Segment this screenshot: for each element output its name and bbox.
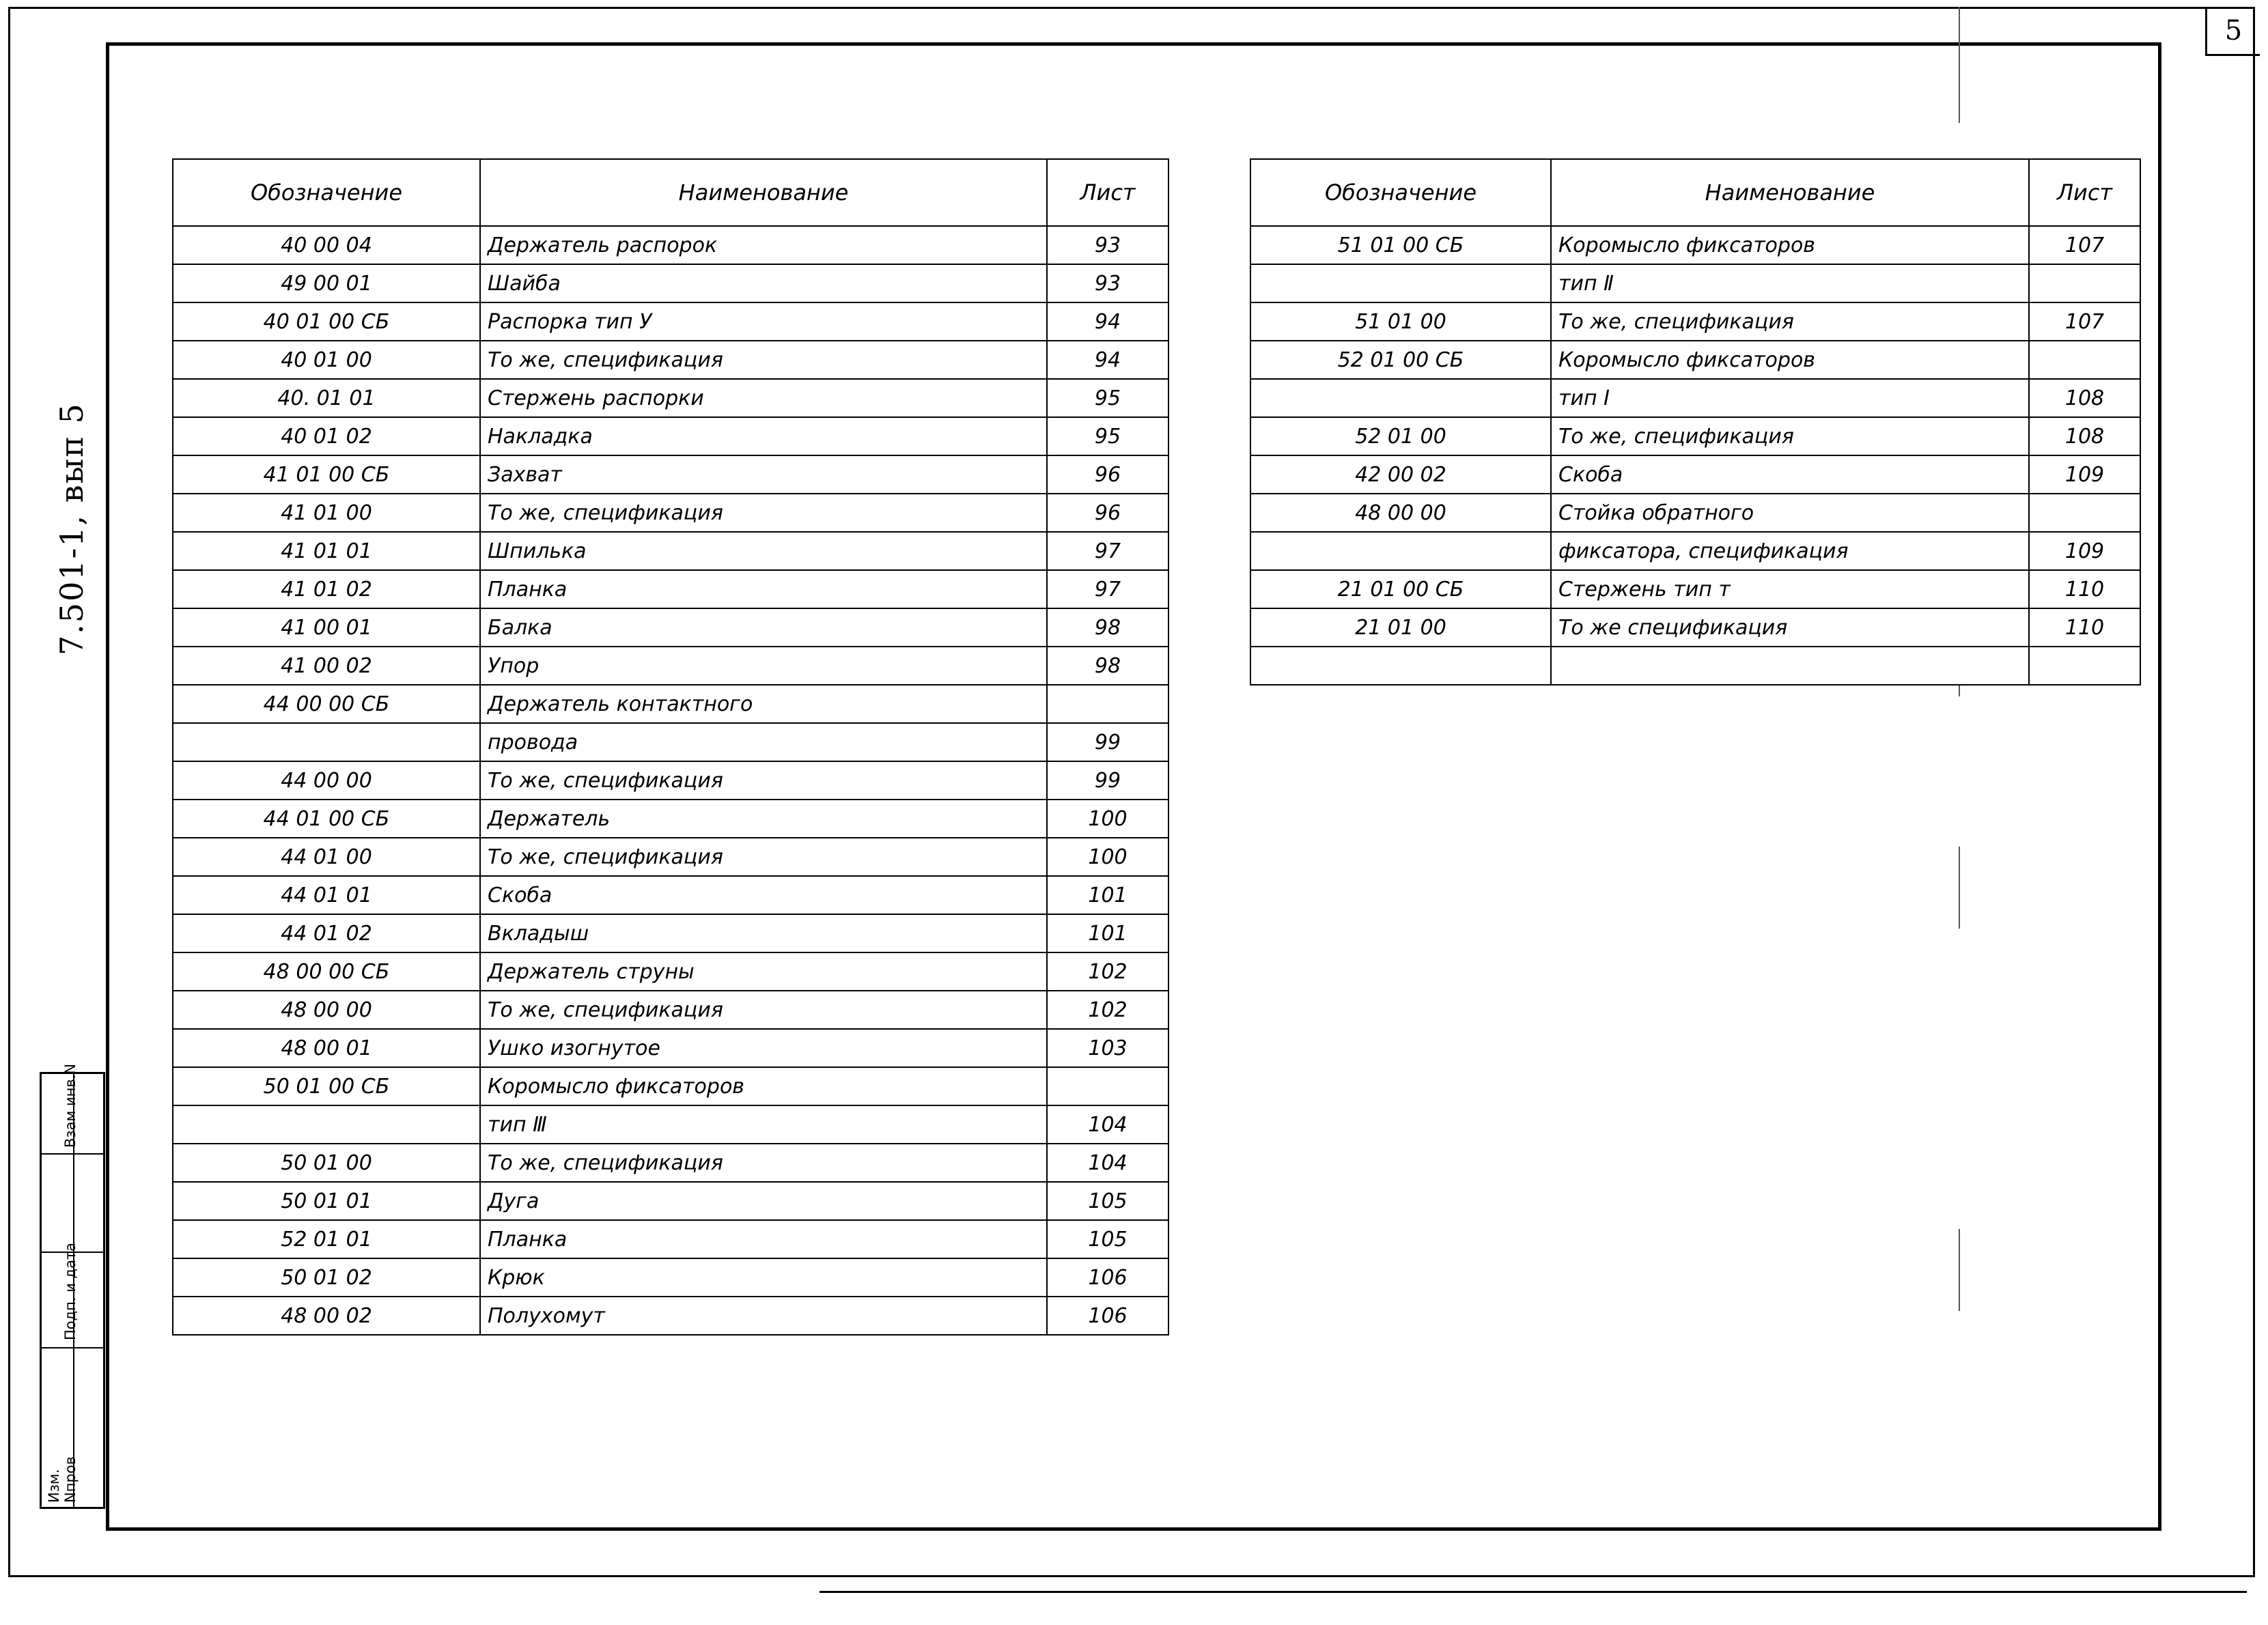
- cell-sheet: 94: [1047, 302, 1168, 341]
- cell-sheet: 97: [1047, 532, 1168, 570]
- table-row: [173, 1220, 1168, 1258]
- cell-name: Дуга: [480, 1182, 1047, 1220]
- cell-designation: 41 01 02: [173, 570, 480, 608]
- cell-sheet: [1047, 1067, 1168, 1105]
- cell-sheet: 97: [1047, 570, 1168, 608]
- cell-name: Коромысло фиксаторов: [480, 1067, 1047, 1105]
- cell-sheet: 109: [2029, 532, 2140, 570]
- cell-designation: 48 00 00: [173, 991, 480, 1029]
- cell-sheet: 109: [2029, 455, 2140, 494]
- cell-sheet: 95: [1047, 379, 1168, 417]
- table-row: [173, 838, 1168, 876]
- cell-designation: 40 01 00: [173, 341, 480, 379]
- table-row: [1250, 417, 2140, 455]
- cell-name: Захват: [480, 455, 1047, 494]
- table-row: [173, 570, 1168, 608]
- stamp-divider-3: [42, 1347, 103, 1348]
- cell-designation: 48 00 00: [1250, 494, 1551, 532]
- cell-designation: 44 00 00: [173, 761, 480, 800]
- cell-name: Ушко изогнутое: [480, 1029, 1047, 1067]
- cell-designation: [1250, 532, 1551, 570]
- table-header-row: [1250, 159, 2140, 226]
- cell-name: Скоба: [480, 876, 1047, 914]
- table-row: [173, 723, 1168, 761]
- table-row: [173, 608, 1168, 647]
- cell-designation: 41 01 00: [173, 494, 480, 532]
- fold-tick-bottom: [1959, 1229, 1960, 1311]
- cell-name: Коромысло фиксаторов: [1551, 341, 2029, 379]
- stamp-label-izm: Изм.: [46, 1469, 62, 1503]
- cell-sheet: 103: [1047, 1029, 1168, 1067]
- table-row: [173, 800, 1168, 838]
- table-row: [173, 455, 1168, 494]
- cell-designation: [1250, 647, 1551, 685]
- cell-sheet: 110: [2029, 608, 2140, 647]
- cell-name: Планка: [480, 570, 1047, 608]
- cell-designation: 50 01 02: [173, 1258, 480, 1297]
- table-row: [173, 264, 1168, 302]
- table-row: [173, 494, 1168, 532]
- table-row: [173, 952, 1168, 991]
- table-row: [1250, 264, 2140, 302]
- cell-name: То же, спецификация: [480, 494, 1047, 532]
- table-row: [173, 379, 1168, 417]
- cell-designation: 50 01 01: [173, 1182, 480, 1220]
- cell-designation: 41 00 01: [173, 608, 480, 647]
- cell-name: Держатель распорок: [480, 226, 1047, 264]
- header-sheet: Лист: [1047, 159, 1168, 226]
- cell-sheet: 104: [1047, 1105, 1168, 1144]
- cell-name: То же, спецификация: [480, 761, 1047, 800]
- cell-sheet: 100: [1047, 838, 1168, 876]
- header-designation: Обозначение: [1250, 159, 1551, 226]
- cell-designation: 40 01 00 СБ: [173, 302, 480, 341]
- bottom-rule: [820, 1591, 2247, 1593]
- table-row: [173, 1029, 1168, 1067]
- cell-sheet: [1047, 685, 1168, 723]
- cell-name: фиксатора, спецификация: [1551, 532, 2029, 570]
- table-row: [173, 914, 1168, 952]
- cell-sheet: 95: [1047, 417, 1168, 455]
- cell-name: То же спецификация: [1551, 608, 2029, 647]
- cell-name: Балка: [480, 608, 1047, 647]
- title-block-stamp-column: [40, 1063, 105, 1509]
- cell-name: Упор: [480, 647, 1047, 685]
- cell-name: То же, спецификация: [480, 1144, 1047, 1182]
- cell-designation: 50 01 00: [173, 1144, 480, 1182]
- cell-name: тип Ⅲ: [480, 1105, 1047, 1144]
- cell-sheet: 93: [1047, 226, 1168, 264]
- table-row: [173, 1182, 1168, 1220]
- cell-name: То же, спецификация: [1551, 302, 2029, 341]
- table-row: [1250, 494, 2140, 532]
- cell-sheet: 102: [1047, 952, 1168, 991]
- table-row: [173, 1105, 1168, 1144]
- cell-name: провода: [480, 723, 1047, 761]
- cell-sheet: 105: [1047, 1220, 1168, 1258]
- header-sheet: Лист: [2029, 159, 2140, 226]
- cell-designation: 41 01 01: [173, 532, 480, 570]
- cell-sheet: 100: [1047, 800, 1168, 838]
- cell-name: Шпилька: [480, 532, 1047, 570]
- cell-sheet: 99: [1047, 761, 1168, 800]
- page-number-box: [2205, 7, 2260, 56]
- cell-designation: [1250, 379, 1551, 417]
- cell-designation: [173, 1105, 480, 1144]
- album-code-label: 7.501-1, вып 5: [53, 402, 90, 655]
- cell-designation: 41 01 00 СБ: [173, 455, 480, 494]
- cell-designation: 41 00 02: [173, 647, 480, 685]
- cell-designation: 52 01 01: [173, 1220, 480, 1258]
- stamp-divider-1: [42, 1153, 103, 1155]
- cell-name: Планка: [480, 1220, 1047, 1258]
- cell-designation: 52 01 00: [1250, 417, 1551, 455]
- cell-name: Держатель контактного: [480, 685, 1047, 723]
- cell-name: Стержень распорки: [480, 379, 1047, 417]
- cell-name: Вкладыш: [480, 914, 1047, 952]
- cell-name: Накладка: [480, 417, 1047, 455]
- cell-sheet: 104: [1047, 1144, 1168, 1182]
- cell-sheet: 107: [2029, 302, 2140, 341]
- header-designation: Обозначение: [173, 159, 480, 226]
- cell-name: тип Ⅰ: [1551, 379, 2029, 417]
- cell-designation: 40 00 04: [173, 226, 480, 264]
- page-number: 5: [2224, 14, 2243, 46]
- cell-designation: 48 00 02: [173, 1297, 480, 1335]
- table-row: [173, 761, 1168, 800]
- cell-designation: 44 01 01: [173, 876, 480, 914]
- cell-name: Полухомут: [480, 1297, 1047, 1335]
- stamp-label-nprov: Nпров: [62, 1456, 79, 1503]
- cell-name: Шайба: [480, 264, 1047, 302]
- cell-name: Распорка тип У: [480, 302, 1047, 341]
- table-row: [173, 991, 1168, 1029]
- cell-designation: 51 01 00: [1250, 302, 1551, 341]
- cell-sheet: 105: [1047, 1182, 1168, 1220]
- table-row: [1250, 302, 2140, 341]
- cell-designation: 48 00 00 СБ: [173, 952, 480, 991]
- table-row: [173, 341, 1168, 379]
- cell-sheet: 98: [1047, 647, 1168, 685]
- table-row: [173, 1258, 1168, 1297]
- table-row: [173, 876, 1168, 914]
- cell-sheet: 106: [1047, 1258, 1168, 1297]
- table-row: [173, 302, 1168, 341]
- table-row: [1250, 379, 2140, 417]
- cell-sheet: 94: [1047, 341, 1168, 379]
- parts-index-table-left: [172, 158, 1169, 1336]
- cell-sheet: 93: [1047, 264, 1168, 302]
- cell-name: Скоба: [1551, 455, 2029, 494]
- table-row: [173, 226, 1168, 264]
- table-row: [173, 1144, 1168, 1182]
- table-row: [173, 417, 1168, 455]
- cell-sheet: 108: [2029, 417, 2140, 455]
- cell-sheet: 98: [1047, 608, 1168, 647]
- cell-sheet: 110: [2029, 570, 2140, 608]
- cell-designation: 52 01 00 СБ: [1250, 341, 1551, 379]
- cell-sheet: 96: [1047, 455, 1168, 494]
- cell-sheet: 107: [2029, 226, 2140, 264]
- cell-designation: 49 00 01: [173, 264, 480, 302]
- fold-tick-top: [1959, 7, 1960, 123]
- table-row: [1250, 226, 2140, 264]
- header-name: Наименование: [480, 159, 1047, 226]
- cell-designation: 42 00 02: [1250, 455, 1551, 494]
- cell-sheet: [2029, 341, 2140, 379]
- stamp-label-vzam: Взам инв.N: [62, 1063, 79, 1148]
- table-right-body: [1250, 226, 2140, 685]
- table-row: [1250, 608, 2140, 647]
- table-row: [173, 647, 1168, 685]
- cell-designation: 51 01 00 СБ: [1250, 226, 1551, 264]
- table-row: [173, 1297, 1168, 1335]
- cell-sheet: 108: [2029, 379, 2140, 417]
- table-row: [173, 685, 1168, 723]
- parts-index-table-right: [1250, 158, 2141, 686]
- fold-tick-low: [1959, 847, 1960, 929]
- cell-designation: 50 01 00 СБ: [173, 1067, 480, 1105]
- cell-designation: 44 00 00 СБ: [173, 685, 480, 723]
- cell-name: Коромысло фиксаторов: [1551, 226, 2029, 264]
- table-row: [1250, 341, 2140, 379]
- cell-name: То же, спецификация: [480, 838, 1047, 876]
- cell-designation: 44 01 00: [173, 838, 480, 876]
- stamp-label-podp: Подп. и дата: [62, 1242, 79, 1340]
- cell-designation: 40. 01 01: [173, 379, 480, 417]
- cell-sheet: 99: [1047, 723, 1168, 761]
- cell-sheet: 106: [1047, 1297, 1168, 1335]
- cell-name: Стойка обратного: [1551, 494, 2029, 532]
- table-row: [1250, 647, 2140, 685]
- table-header-row: [173, 159, 1168, 226]
- cell-name: Стержень тип т: [1551, 570, 2029, 608]
- cell-name: То же, спецификация: [480, 991, 1047, 1029]
- cell-designation: [173, 723, 480, 761]
- cell-sheet: [2029, 494, 2140, 532]
- cell-name: Крюк: [480, 1258, 1047, 1297]
- cell-designation: 44 01 00 СБ: [173, 800, 480, 838]
- table-row: [1250, 455, 2140, 494]
- cell-designation: 48 00 01: [173, 1029, 480, 1067]
- cell-name: Держатель струны: [480, 952, 1047, 991]
- cell-sheet: [2029, 264, 2140, 302]
- table-row: [1250, 532, 2140, 570]
- cell-sheet: 96: [1047, 494, 1168, 532]
- cell-sheet: 101: [1047, 876, 1168, 914]
- cell-sheet: 101: [1047, 914, 1168, 952]
- cell-name: тип Ⅱ: [1551, 264, 2029, 302]
- cell-name: То же, спецификация: [480, 341, 1047, 379]
- cell-designation: 40 01 02: [173, 417, 480, 455]
- cell-designation: 21 01 00 СБ: [1250, 570, 1551, 608]
- cell-designation: 21 01 00: [1250, 608, 1551, 647]
- cell-designation: 44 01 02: [173, 914, 480, 952]
- table-row: [173, 532, 1168, 570]
- cell-name: [1551, 647, 2029, 685]
- cell-name: Держатель: [480, 800, 1047, 838]
- header-name: Наименование: [1551, 159, 2029, 226]
- cell-designation: [1250, 264, 1551, 302]
- cell-sheet: [2029, 647, 2140, 685]
- table-row: [173, 1067, 1168, 1105]
- table-row: [1250, 570, 2140, 608]
- cell-name: То же, спецификация: [1551, 417, 2029, 455]
- cell-sheet: 102: [1047, 991, 1168, 1029]
- table-left-body: [173, 226, 1168, 1335]
